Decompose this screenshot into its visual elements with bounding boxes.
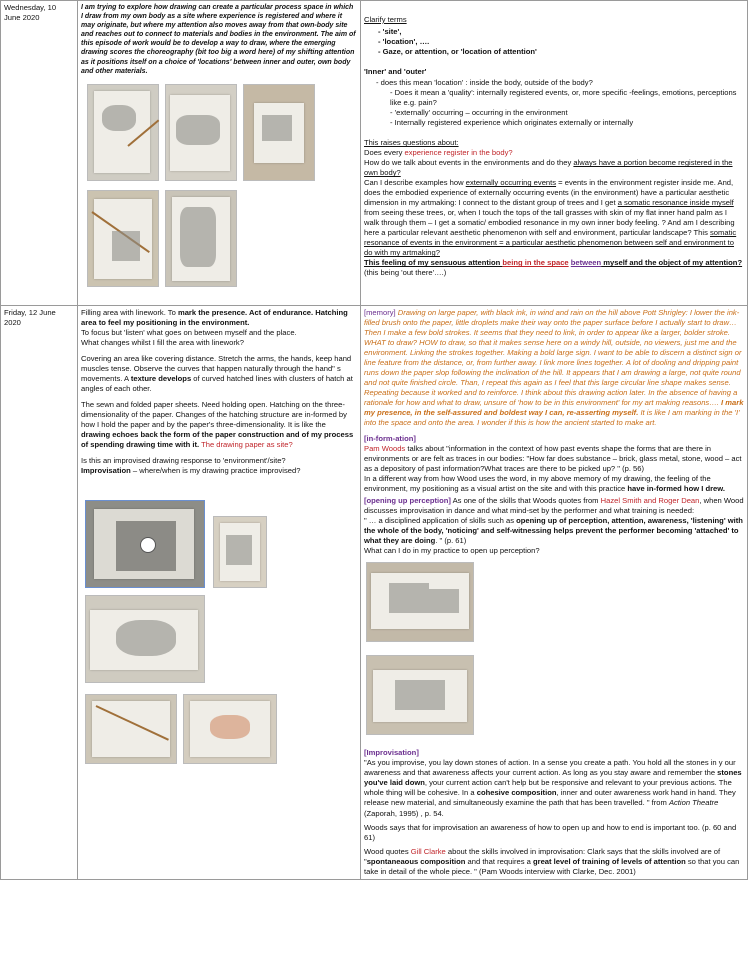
- entry-date: Friday, 12 June 2020: [1, 306, 78, 880]
- photo-grid-2: [81, 500, 357, 767]
- clarify-heading: Clarify terms: [364, 15, 407, 24]
- entry-right-column: [361, 306, 748, 880]
- list-item: - 'externally' occurring – occurring in the environment: [390, 108, 744, 118]
- question-1: Does every experience register in the body?: [364, 148, 513, 158]
- photo-drawing: [87, 190, 159, 287]
- list-item: - Internally registered experience which originates externally or internally: [390, 118, 744, 128]
- photo-drawing: [183, 694, 277, 764]
- photo-drawing: [366, 562, 474, 642]
- entry-right-column: [361, 1, 748, 306]
- photo-drawing: [87, 84, 159, 181]
- photo-grid-3: [364, 562, 744, 738]
- intro-paragraph: I am trying to explore how drawing can create a particular process space in which I draw from my own body as a site where experience is registered and where it may originate, but where my attention also moves away from that own-body site and reaches out to connect to materials and bodies in the environment. The aim of this episode of work would be to develop a way to draw, where the emerging drawing scores the choreography (bit too big a word here) of my shifting attention as it positions itself on a choice of 'locations' between inner and outer, own body and other materials.: [81, 4, 356, 75]
- entry-row-2: [1, 306, 748, 880]
- paragraph: Woods says that for improvisation an awareness of how to open up and how to end is important too. (p. 60 and 61): [364, 822, 737, 842]
- entry-left-column: [78, 1, 361, 306]
- inner-outer-list: [364, 78, 744, 128]
- questions-block: [364, 138, 744, 278]
- entry-row-1: [1, 1, 748, 306]
- final-question: This feeling of my sensuous attention being in the space between myself and the object of my attention? (this being 'out there'….): [364, 258, 743, 278]
- photo-drawing: [366, 655, 474, 735]
- clarify-list: [364, 27, 744, 57]
- inner-outer-heading: 'Inner' and 'outer': [364, 67, 427, 77]
- photo-drawing: [243, 84, 315, 181]
- photo-grid-1: [81, 82, 357, 292]
- paragraph: Improvisation – where/when is my drawing practice improvised?: [81, 466, 301, 476]
- question-3: Can I describe examples how externally occurring events = events in the environment register inside me. And, does the embodied experience of externally occurring events (in the environment) have a particular aesthetic dimension in my artmaking: I connect to the distant group of trees and I get a somatic resonance inside myself from seeing these trees, or, when I touch the tops of the tall grasses with skin of my flat inner hand palm as I walk through them – I get a somatic/ embodied resonance in my own inner body feeling. ? And am I describing here a particular relevant aesthetic phenomenon with self and environment, particular landscape? This somatic resonance of events in the environment = a particular aesthetic phenomenon between self and environment to do with my artmaking?: [364, 178, 737, 258]
- improvisation-paragraph: [Improvisation] "As you improvise, you lay down stones of action. In a sense you create a path. You hold all the stones in y our awareness and that awareness affects your current action. As long as you stay aware and remember the stones you've laid down, your current action can't help but be responsive and relevant to your previous actions. The whole thing will be cohesive. In a cohesive composition, inner and outer awareness work hand in hand. They release new material, and simultaneously examine the path that has been travelled. " from Action Theatre (Zaporah, 1995) , p. 54.: [364, 748, 742, 818]
- inform-paragraph: [in-form-ation] Pam Woods talks about "information in the context of how past events shape the forms that are there in environments or are felt as traces in our bodies: "How far does substance – brick, glass metal, stone, wood – act as a depository of past information?What traces are there to be picked up? " (p. 56) In a different way from how Wood uses the word, in my above memory of my drawing, the feeling of the environment, my positioning as a visual artist on the site and with this practice have in-formed how I drew.: [364, 434, 742, 494]
- paragraph: The sewn and folded paper sheets. Need holding open. Hatching on the three-dimensionality of the paper. Changes of the hatching structure are in-formed by how I hold the paper and by the paper's three-dimensionality. It is like the drawing echoes back the form of the paper construction and of my process of spending drawing time with it. The drawing paper as site?: [81, 400, 354, 450]
- list-item: - 'location', ….: [378, 37, 744, 47]
- photo-drawing: [85, 500, 205, 588]
- photo-drawing: [213, 516, 267, 588]
- photo-drawing: [85, 595, 205, 683]
- photo-drawing: [165, 190, 237, 287]
- memory-paragraph: [memory] Drawing on large paper, with black ink, in wind and rain on the hill above Pott Shrigley: I lower the ink-filled brush onto the paper, little droplets make their way onto the paper surface before I actually start to draw… Then I make a few bold strokes. It seems that they need to link, in order to appear like a larger, bolder stroke. WHAT to draw? HOW to draw, so that it makes sense here on a windy hill, outside, no viewers, just me and the environment. Linking the strokes together. Making a bold large sign. I want to be able to discern a distinct sign or line feature from the distance, or, from further away. I link more lines together. A lot of dooling and dripping paint runs down the paper slop following the inclination of the hill. It appears that I am drawing a large, not quite round and not quite finished circle. Than, I repeat this again as I feel that this large circular line shape makes sense. Repeating because it worked and to reinforce. I think about this drawing action later. In the absence of having a rationale for how and what to draw, unsure of 'how to be in this environment' for my art making reasons…. I mark my presence, in the self-assured and boldest way I can, re-asserting myself. It is like I am marking in the 'I' into the space and onto the area. I wonder if this is how the ancient started to make art.: [364, 308, 744, 428]
- paragraph: Filling area with linework. To mark the presence. Act of endurance. Hatching area to feel my positioning in the environment. To focus but 'listen' what goes on between myself and the place. What changes whilst I fill the area with linework?: [81, 308, 348, 348]
- paragraph: Covering an area like covering distance. Stretch the arms, the hands, keep hand muscles tense. Observe the curves that happen naturally through the hand" s movements. A texture develops of curved hatched lines with clusters of hatch at angles of each other.: [81, 354, 353, 394]
- list-item: - Does it mean a 'quality': internally registered events, or, more specific -feelings, emotions, perceptions like e.g. pain?: [390, 88, 744, 108]
- entry-date: Wednesday, 10 June 2020: [1, 1, 78, 306]
- clarke-paragraph: Wood quotes Gill Clarke about the skills involved in improvisation: Clark says that the skills involved are of "spontaneaous composition and that requires a great level of training of levels of attention so that you can take in detail of the whole piece. " (Pam Woods interview with Clarke, Dec. 2001): [364, 846, 740, 876]
- list-item: - does this mean 'location' : inside the body, outside of the body? - Does it mean a 'quality': internally registered events, or, more specific -feelings, emotions, perceptions like e.g. pain? - 'externally' occurring – occurring in the environment - Internally registered experience which originates externally or internally: [376, 78, 744, 128]
- perception-paragraph: [opening up perception] As one of the skills that Woods quotes from Hazel Smith and Roger Dean, when Wood discusses improvisation in dance and what mind-set by the performer and what training is needed: " … a disciplined application of skills such as opening up of perception, attention, awareness, 'listening' with the whole of the body, 'noticing' and self-witnessing helps prevent the performer becoming 'attached' to what they are doing. " (p. 61) What can I do in my practice to open up perception?: [364, 496, 744, 556]
- paragraph: Is this an improvised drawing response to 'environment'/site?: [81, 456, 286, 466]
- list-item: - 'site',: [378, 27, 744, 37]
- entry-left-column: [78, 306, 361, 880]
- question-2: How do we talk about events in the environments and do they always have a portion become registered in the own body?: [364, 158, 733, 178]
- photo-drawing: [165, 84, 237, 181]
- questions-heading: This raises questions about:: [364, 138, 459, 148]
- list-item: - Gaze, or attention, or 'location of attention': [378, 47, 744, 57]
- photo-drawing: [85, 694, 177, 764]
